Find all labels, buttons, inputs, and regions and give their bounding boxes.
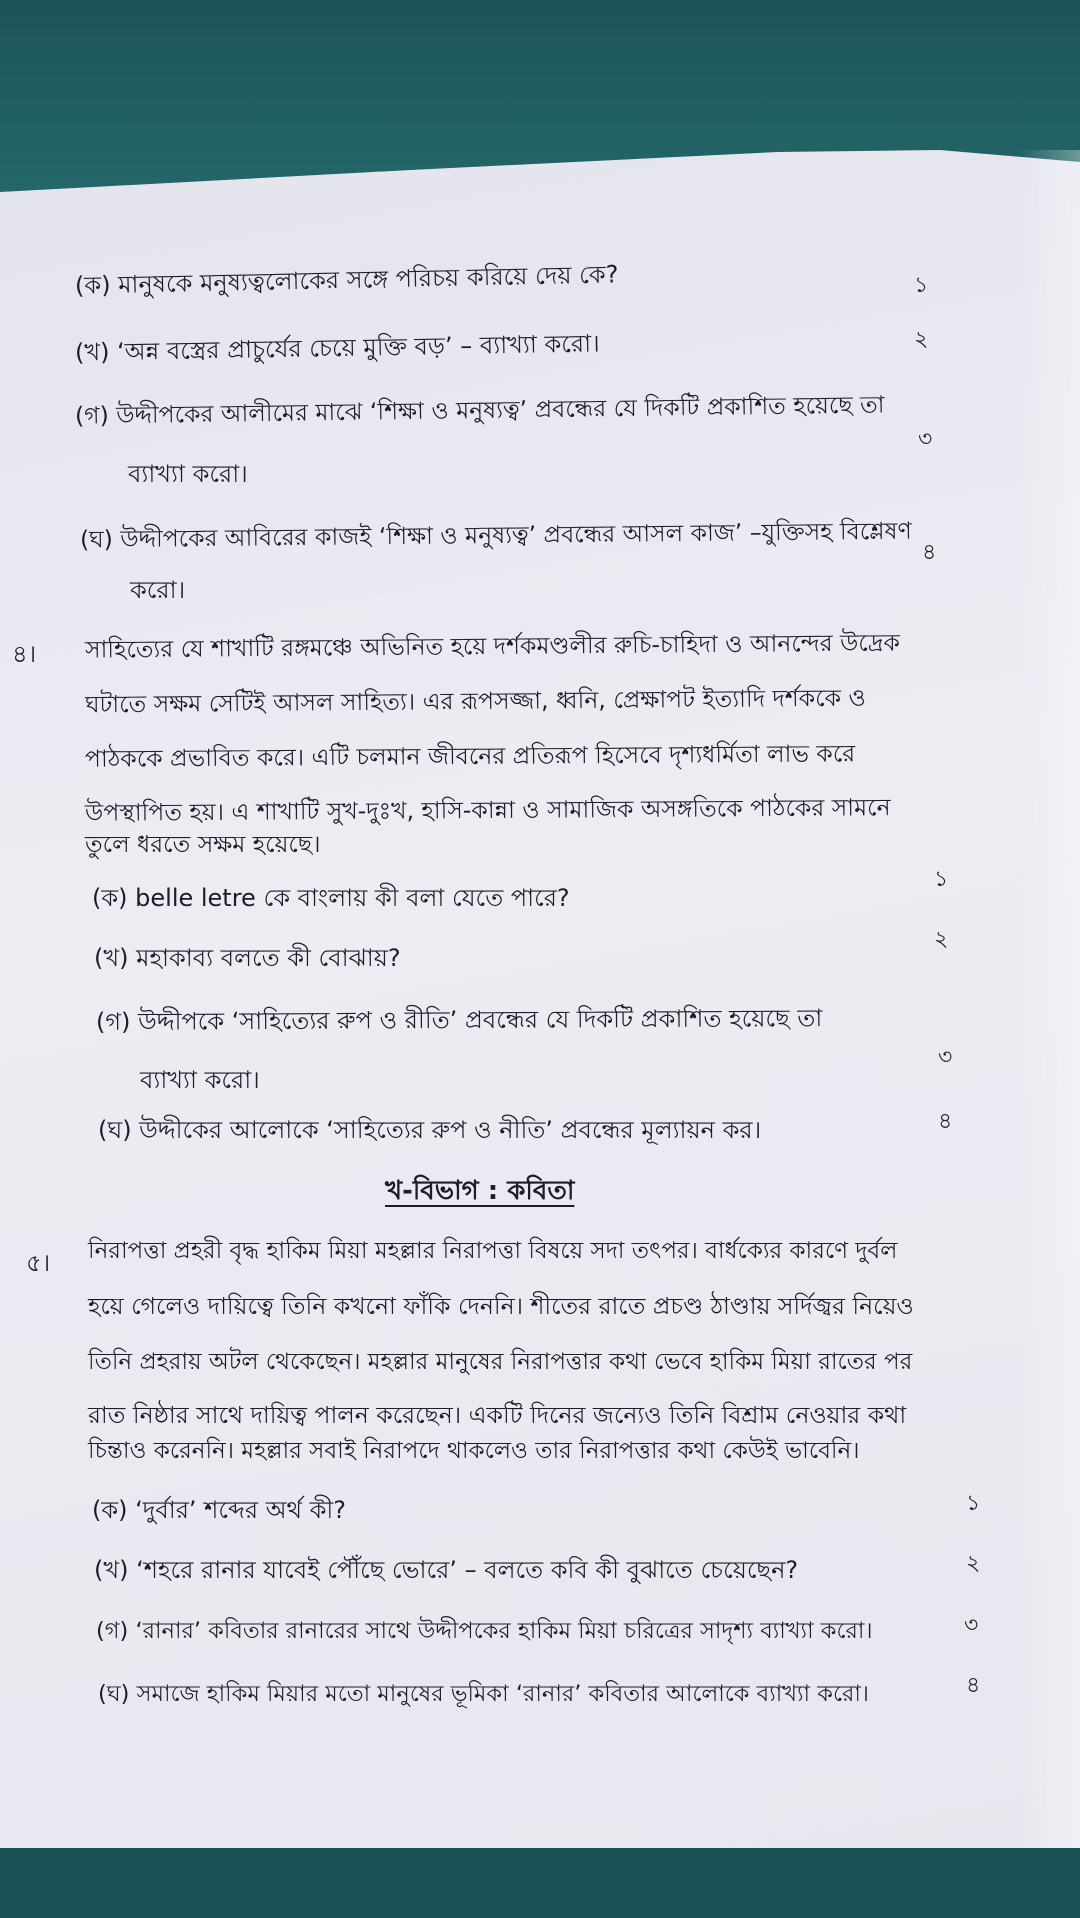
q4-stem-line-4: উপস্থাপিত হয়। এ শাখাটি সুখ-দুঃখ, হাসি-কান্না ও সামাজিক অসঙ্গতিকে পাঠকের সামনে: [84, 793, 891, 827]
q3-ga-line1: (গ) উদ্দীপকের আলীমের মাঝে ‘শিক্ষা ও মনুষ্যত্ব’ প্রবন্ধের যে দিকটি প্রকাশিত হয়েছে তা: [74, 390, 885, 430]
q4-kha: (খ) মহাকাব্য বলতে কী বোঝায়?: [94, 944, 401, 972]
q5-kha: (খ) ‘শহরে রানার যাবেই পৌঁছে ভোরে’ – বলতে কবি কী বুঝাতে চেয়েছেন?: [94, 1556, 799, 1584]
q4-stem-line-2: ঘটাতে সক্ষম সেটিই আসল সাহিত্য। এর রূপসজ্জা, ধ্বনি, প্রেক্ষাপট ইত্যাদি দর্শককে ও: [84, 683, 866, 719]
q5-stem-line-4: রাত নিষ্ঠার সাথে দায়িত্ব পালন করেছেন। একটি দিনের জন্যেও তিনি বিশ্রাম নেওয়ার কথা: [88, 1401, 907, 1429]
q5-ga-mark: ৩: [964, 1613, 979, 1638]
q3-gha-line2: করো।: [130, 576, 186, 604]
q3-ka: (ক) মানুষকে মনুষ্যত্বলোকের সঙ্গে পরিচয় করিয়ে দেয় কে?: [74, 260, 619, 300]
q5-stem-line-3: তিনি প্রহরায় অটল থেকেছেন। মহল্লার মানুষের নিরাপত্তার কথা ভেবে হাকিম মিয়া রাতের পর: [88, 1349, 913, 1375]
q3-gha-mark: ৪: [922, 540, 937, 565]
q5-number: ৫।: [26, 1249, 51, 1277]
q4-stem-line-3: পাঠককে প্রভাবিত করে। এটি চলমান জীবনের প্রতিরূপ হিসেবে দৃশ্যধর্মিতা লাভ করে: [84, 739, 856, 773]
q5-stem-line-2: হয়ে গেলেও দায়িত্বে তিনি কখনো ফাঁকি দেননি। শীতের রাতে প্রচণ্ড ঠাণ্ডায় সর্দিজ্বর নিয়েও: [88, 1292, 914, 1320]
q5-ga: (গ) ‘রানার’ কবিতার রানারের সাথে উদ্দীপকের হাকিম মিয়া চরিত্রের সাদৃশ্য ব্যাখ্যা করো।: [96, 1618, 873, 1644]
q4-gha: (ঘ) উদ্দীকের আলোকে ‘সাহিত্যের রুপ ও নীতি’ প্রবন্ধের মূল্যায়ন কর।: [98, 1116, 762, 1144]
q4-stem-line-1: সাহিত্যের যে শাখাটি রঙ্গমঞ্চে অভিনিত হয়ে দর্শকমণ্ডলীর রুচি-চাহিদা ও আনন্দের উদ্রেক: [84, 628, 900, 664]
q4-number: ৪।: [12, 640, 37, 668]
q5-stem-line-1: নিরাপত্তা প্রহরী বৃদ্ধ হাকিম মিয়া মহল্লার নিরাপত্তা বিষয়ে সদা তৎপর। বার্ধক্যের কারণে দুর্বল: [88, 1238, 898, 1264]
q5-ka-mark: ১: [966, 1491, 981, 1516]
q4-ka-mark: ১: [934, 867, 949, 892]
q5-stem-line-5: চিন্তাও করেননি। মহল্লার সবাই নিরাপদে থাকলেও তার নিরাপত্তার কথা কেউই ভাবেনি।: [88, 1438, 860, 1464]
q3-gha-line1: (ঘ) উদ্দীপকের আবিরের কাজই ‘শিক্ষা ও মনুষ্যত্ব’ প্রবন্ধের আসল কাজ’ –যুক্তিসহ বিশ্লেষণ: [79, 516, 912, 554]
q3-ka-mark: ১: [914, 273, 929, 298]
q5-kha-mark: ২: [966, 1551, 981, 1576]
q4-ka: (ক) belle letre কে বাংলায় কী বলা যেতে পারে?: [92, 884, 570, 912]
q4-ga-line2: ব্যাখ্যা করো।: [140, 1066, 260, 1094]
q4-ga-mark: ৩: [938, 1045, 953, 1070]
q4-kha-mark: ২: [934, 927, 949, 952]
q3-kha: (খ) ‘অন্ন বস্ত্রের প্রাচুর্যের চেয়ে মুক্তি বড়’ – ব্যাখ্যা করো।: [74, 329, 600, 367]
q4-ga-line1: (গ) উদ্দীপকে ‘সাহিত্যের রুপ ও রীতি’ প্রবন্ধের যে দিকটি প্রকাশিত হয়েছে তা: [95, 1004, 823, 1036]
q3-ga-mark: ৩: [918, 427, 933, 452]
q3-kha-mark: ২: [914, 327, 929, 352]
section-heading: খ-বিভাগ : কবিতা: [385, 1176, 575, 1206]
q5-gha-mark: ৪: [966, 1673, 981, 1698]
q5-ka: (ক) ‘দুর্বার’ শব্দের অর্থ কী?: [92, 1496, 347, 1524]
q3-ga-line2: ব্যাখ্যা করো।: [128, 460, 248, 488]
q4-stem-line-5: তুলে ধরতে সক্ষম হয়েছে।: [85, 830, 321, 858]
q5-gha: (ঘ) সমাজে হাকিম মিয়ার মতো মানুষের ভূমিকা ‘রানার’ কবিতার আলোকে ব্যাখ্যা করো।: [98, 1681, 869, 1707]
q4-gha-mark: ৪: [938, 1109, 953, 1134]
